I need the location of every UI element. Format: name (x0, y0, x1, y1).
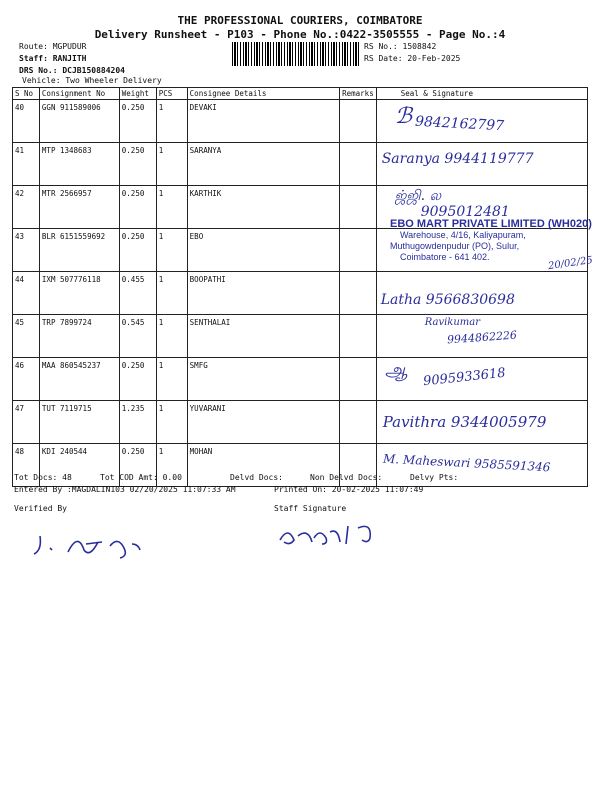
vehicle-value: Two Wheeler Delivery (65, 76, 162, 85)
pcs-cell: 1 (156, 272, 187, 315)
consignee-cell: BOOPATHI (187, 272, 339, 315)
drs-value: DCJB150884204 (62, 66, 125, 75)
pcs-cell: 1 (156, 444, 187, 487)
stamp-line: EBO MART PRIVATE LIMITED (WH020) (390, 218, 592, 230)
non-delvd-docs: Non Delvd Docs: (310, 473, 383, 482)
sno-cell: 46 (13, 358, 40, 401)
sno-cell: 42 (13, 186, 40, 229)
weight-cell: 0.250 (119, 358, 156, 401)
company-stamp (390, 219, 592, 263)
col-weight: Weight (119, 88, 156, 100)
signature-phone: 9944862226 (446, 328, 518, 347)
consignment-cell: MTR 2566957 (39, 186, 119, 229)
col-signature: Seal & Signature (376, 88, 587, 100)
delvd-docs: Delvd Docs: (230, 473, 283, 482)
signature-cell (376, 315, 587, 358)
weight-cell: 0.250 (119, 186, 156, 229)
staff-label: Staff: (19, 54, 48, 63)
col-remarks: Remarks (340, 88, 377, 100)
consignee-cell: KARTHIK (187, 186, 339, 229)
consignment-cell: TRP 7899724 (39, 315, 119, 358)
pcs-cell: 1 (156, 315, 187, 358)
sno-cell: 45 (13, 315, 40, 358)
entered-by: Entered By :MAGDALIN103 02/20/2025 11:07:33 AM (14, 485, 236, 494)
remarks-cell (340, 100, 377, 143)
signature-phone: 9095012481 (420, 204, 510, 220)
signature-text: M. Maheswari 9585591346 (382, 451, 551, 475)
consignment-cell: MTP 1348683 (39, 143, 119, 186)
stamp-date: 20/02/25 (547, 254, 594, 273)
rs-no-value: 1508842 (402, 42, 437, 51)
table-row (13, 358, 588, 401)
vehicle-row (22, 76, 162, 85)
runsheet-title: Delivery Runsheet - P103 - Phone No.:0422-3505555 - Page No.:4 (94, 28, 506, 41)
consignee-cell: EBO (187, 229, 339, 272)
drs-row (19, 66, 125, 75)
stamp-line: Coimbatore - 641 402. (400, 252, 490, 262)
remarks-cell (340, 358, 377, 401)
pcs-cell: 1 (156, 186, 187, 229)
col-sno: S No (13, 88, 40, 100)
consignee-cell: SENTHALAI (187, 315, 339, 358)
consignment-cell: GGN 911589006 (39, 100, 119, 143)
consignee-cell: SMFG (187, 358, 339, 401)
signature-cell (376, 358, 587, 401)
signature-phone: 9842162797 (414, 113, 505, 135)
remarks-cell (340, 272, 377, 315)
consignee-cell: YUVARANI (187, 401, 339, 444)
consignee-cell: DEVAKI (187, 100, 339, 143)
consignment-cell: TUT 7119715 (39, 401, 119, 444)
staff-row (19, 54, 86, 63)
table-header-row (13, 88, 588, 100)
signature-mark: ஜ்ஜி. ல (394, 188, 442, 204)
sno-cell: 41 (13, 143, 40, 186)
pcs-cell: 1 (156, 229, 187, 272)
consignment-cell: KDI 240544 (39, 444, 119, 487)
signature-mark: Ravikumar (424, 317, 481, 328)
consignment-cell: IXM 507776118 (39, 272, 119, 315)
remarks-cell (340, 401, 377, 444)
signature-phone: 9095933618 (422, 365, 506, 390)
remarks-cell (340, 229, 377, 272)
barcode (232, 42, 360, 66)
route-value: MGPUDUR (52, 42, 87, 51)
tot-docs: Tot Docs: 48 (14, 473, 72, 482)
signature-mark: ℬ (394, 104, 413, 129)
route-label: Route: (19, 42, 48, 51)
pcs-cell: 1 (156, 143, 187, 186)
signature-text: Latha 9566830698 (380, 292, 515, 308)
table-row (13, 272, 588, 315)
weight-cell: 0.545 (119, 315, 156, 358)
weight-cell: 0.250 (119, 143, 156, 186)
sno-cell: 47 (13, 401, 40, 444)
company-title: THE PROFESSIONAL COURIERS, COIMBATORE (177, 14, 423, 27)
weight-cell: 0.250 (119, 444, 156, 487)
remarks-cell (340, 186, 377, 229)
consignee-cell: MOHAN (187, 444, 339, 487)
weight-cell: 0.250 (119, 100, 156, 143)
sno-cell: 43 (13, 229, 40, 272)
route-row (19, 42, 86, 51)
weight-cell: 1.235 (119, 401, 156, 444)
signature-cell (376, 143, 587, 186)
remarks-cell (340, 143, 377, 186)
consignment-cell: BLR 6151559692 (39, 229, 119, 272)
printed-on: Printed On: 20-02-2025 11:07:49 (274, 485, 424, 494)
table-row (13, 401, 588, 444)
sno-cell: 40 (13, 100, 40, 143)
verified-signature (28, 528, 168, 564)
vehicle-label: Vehicle: (22, 76, 61, 85)
col-pcs: PCS (156, 88, 187, 100)
totals-row (14, 473, 72, 482)
runsheet-table (12, 87, 588, 487)
pcs-cell: 1 (156, 401, 187, 444)
staff-signature-mark (274, 518, 394, 554)
drs-label: DRS No.: (19, 66, 58, 75)
table-row (13, 143, 588, 186)
consignee-cell: SARANYA (187, 143, 339, 186)
staff-signature-label: Staff Signature (274, 504, 347, 513)
table-row (13, 100, 588, 143)
signature-cell (376, 272, 587, 315)
rs-date-label: RS Date: (364, 54, 403, 63)
rs-date-value: 20-Feb-2025 (407, 54, 461, 63)
table-row (13, 444, 588, 487)
pcs-cell: 1 (156, 358, 187, 401)
weight-cell: 0.455 (119, 272, 156, 315)
col-consignee: Consignee Details (187, 88, 339, 100)
signature-text: Pavithra 9344005979 (382, 413, 547, 431)
rs-no-row (364, 42, 436, 51)
rs-no-label: RS No.: (364, 42, 398, 51)
tot-cod: Tot COD Amt: 0.00 (100, 473, 182, 482)
staff-value: RANJITH (52, 54, 87, 63)
pcs-cell: 1 (156, 100, 187, 143)
stamp-line: Warehouse, 4/16, Kaliyapuram, (400, 230, 526, 240)
delvy-pts: Delvy Pts: (410, 473, 459, 482)
weight-cell: 0.250 (119, 229, 156, 272)
stamp-line: Muthugowdenpudur (PO), Sulur, (390, 241, 520, 251)
remarks-cell (340, 315, 377, 358)
sno-cell: 48 (13, 444, 40, 487)
consignment-cell: MAA 860545237 (39, 358, 119, 401)
signature-mark: ஆ (384, 360, 408, 381)
table-row (13, 315, 588, 358)
signature-cell (376, 401, 587, 444)
signature-cell (376, 444, 587, 487)
verified-by-label: Verified By (14, 504, 67, 513)
sno-cell: 44 (13, 272, 40, 315)
rs-date-row (364, 54, 460, 63)
col-consignment: Consignment No (39, 88, 119, 100)
signature-text: Saranya 9944119777 (381, 151, 534, 167)
signature-cell (376, 100, 587, 143)
